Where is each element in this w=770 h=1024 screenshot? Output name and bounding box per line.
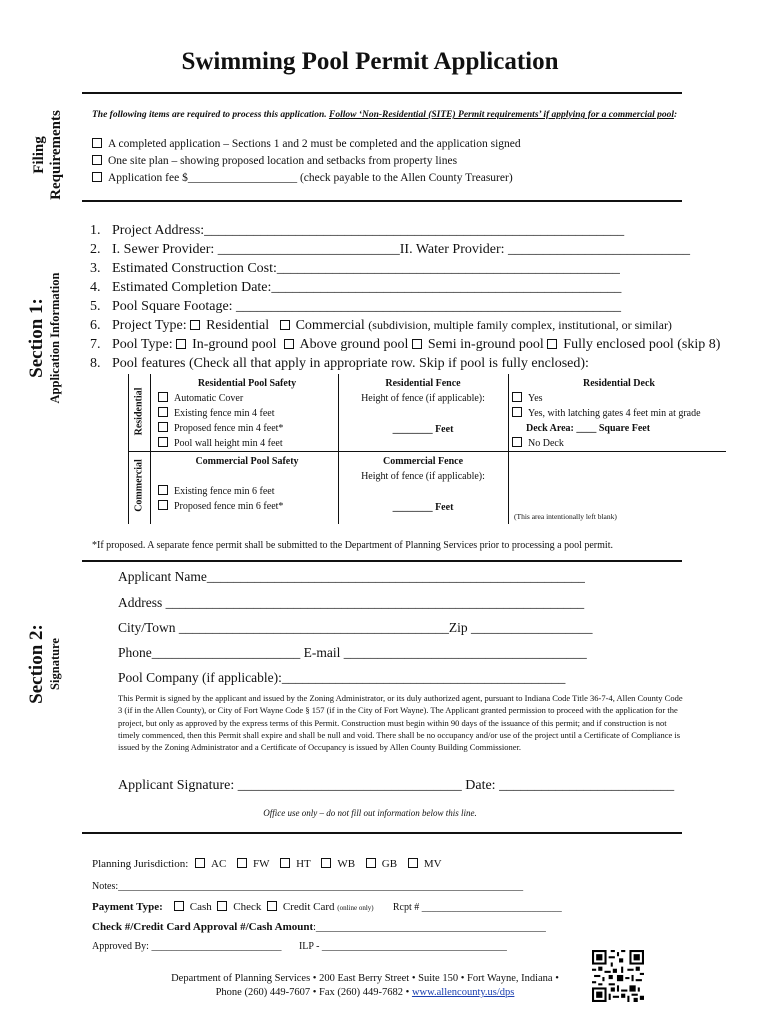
footer-address: Department of Planning Services • 200 East Berry Street • Suite 150 • Fort Wayne, Indiana • (171, 973, 559, 984)
features-grid (128, 374, 726, 524)
feature-option[interactable] (158, 436, 336, 451)
office-rule (82, 832, 682, 834)
q-number: 4. (90, 280, 101, 295)
q-number: 8. (90, 356, 101, 371)
q-number: 1. (90, 223, 101, 238)
section2-subtitle: Signature (48, 638, 62, 690)
option-commercial-note: (subdivision, multiple family complex, institutional, or similar) (368, 318, 672, 332)
q-number: 2. (90, 242, 101, 257)
commercial-fence-cell (340, 454, 506, 515)
q-pool-type (90, 337, 720, 353)
q-label: Pool Type: (112, 337, 173, 352)
checkbox-icon[interactable] (92, 155, 102, 165)
jurisdiction-option: GB (381, 858, 398, 870)
filing-item (92, 172, 513, 184)
checkbox-icon[interactable] (321, 858, 331, 868)
q-number: 7. (90, 337, 101, 352)
filing-side-label (8, 110, 88, 200)
filing-item-label: A completed application – Sections 1 and 2 must be completed and the application signed (108, 138, 521, 150)
phone-email-field[interactable]: Phone______________________ E-mail ____________________________________ (118, 645, 587, 660)
payment-option: Cash (189, 901, 212, 913)
checkbox-icon[interactable] (217, 901, 227, 911)
option-residential: Residential (206, 318, 270, 333)
jurisdiction-label: Planning Jurisdiction: (92, 858, 189, 870)
q-providers[interactable] (90, 242, 690, 258)
payment-option: Check (233, 901, 262, 913)
option-above-ground: Above ground pool (299, 337, 409, 352)
checkbox-icon[interactable] (280, 858, 290, 868)
q-label: Project Address:____________________________________________________________ (112, 223, 625, 238)
feature-label: Existing fence min 6 feet (174, 486, 275, 497)
section1-side-label (6, 272, 86, 404)
q-label: Pool Square Footage: _______________________________________________________ (112, 299, 622, 314)
feature-label: Existing fence min 4 feet (174, 408, 275, 419)
checkbox-icon[interactable] (158, 407, 168, 417)
section2-title: Section 2: (26, 624, 47, 704)
filing-item (92, 155, 457, 167)
checkbox-icon[interactable] (280, 320, 290, 330)
feature-label: Proposed fence min 4 feet* (174, 423, 284, 434)
feature-label: No Deck (528, 438, 564, 449)
filing-item (92, 138, 521, 150)
footer (140, 972, 590, 1000)
row-label-commercial: Commercial (133, 459, 145, 512)
filing-label-line1: Filing (31, 136, 47, 174)
feature-label: Pool wall height min 4 feet (174, 438, 283, 449)
filing-item-label: Application fee $___________________ (check payable to the Allen County Treasurer) (108, 172, 513, 184)
checkbox-icon[interactable] (158, 437, 168, 447)
commercial-safety-cell (158, 454, 336, 514)
feature-label: Yes, with latching gates 4 feet min at grade (528, 408, 701, 419)
commercial-fence-height-field[interactable]: ________ Feet (392, 502, 454, 513)
filing-top-rule (82, 92, 682, 94)
feature-option[interactable] (158, 406, 336, 421)
section1-subtitle: Application Information (48, 272, 62, 404)
payment-type-label: Payment Type: (92, 901, 163, 913)
filing-intro-colon: : (673, 110, 678, 120)
section2-top-rule (82, 560, 682, 562)
feature-option[interactable] (158, 499, 336, 514)
planning-jurisdiction (92, 858, 442, 870)
payment-card-note: (online only) (337, 904, 374, 912)
checkbox-icon[interactable] (237, 858, 247, 868)
q-label: Project Type: (112, 318, 187, 333)
feature-label: Automatic Cover (174, 393, 244, 404)
option-commercial: Commercial (295, 318, 365, 333)
option-inground: In-ground pool (192, 337, 277, 352)
checkbox-icon[interactable] (408, 858, 418, 868)
qr-code-icon (592, 950, 644, 1002)
feature-label: Yes (528, 393, 543, 404)
filing-item-label: One site plan – showing proposed location and setbacks from property lines (108, 155, 458, 167)
fence-permit-note: *If proposed. A separate fence permit shall be submitted to the Department of Planning Services prior to processing a pool permit. (92, 540, 613, 551)
payment-option: Credit Card (282, 901, 335, 913)
footer-contact (140, 986, 590, 1000)
jurisdiction-option: MV (423, 858, 442, 870)
residential-safety-cell (158, 376, 336, 451)
jurisdiction-option: WB (337, 858, 356, 870)
deck-area-field[interactable]: Deck Area: ____ Square Feet (526, 423, 651, 434)
feature-option[interactable] (512, 406, 726, 421)
q-number: 6. (90, 318, 101, 333)
residential-deck-cell (512, 376, 726, 451)
footer-phone-fax: Phone (260) 449-7607 • Fax (260) 449-7682 • (215, 987, 412, 998)
residential-deck-head: Residential Deck (583, 378, 655, 389)
q-project-type (90, 318, 672, 334)
page-title: Swimming Pool Permit Application (181, 48, 559, 75)
filing-intro (92, 110, 677, 120)
checkbox-icon[interactable] (412, 339, 422, 349)
checkbox-icon[interactable] (512, 392, 522, 402)
approval-line: :______________________________________________ (313, 922, 546, 933)
ilp-field[interactable]: ILP - _____________________________________ (298, 941, 507, 952)
q-label: Pool features (Check all that apply in appropriate row. Skip if pool is fully enclosed): (112, 356, 589, 371)
checkbox-icon[interactable] (284, 339, 294, 349)
water-provider-field[interactable]: II. Water Provider: __________________________ (399, 242, 691, 257)
residential-fence-cell (340, 376, 506, 437)
checkbox-icon[interactable] (158, 392, 168, 402)
q-construction-cost[interactable] (90, 261, 620, 277)
jurisdiction-option: AC (211, 858, 227, 870)
commercial-blank-note: (This area intentionally left blank) (514, 512, 617, 521)
filing-intro-text: The following items are required to process this application. (92, 110, 329, 120)
jurisdiction-option: FW (253, 858, 270, 870)
checkbox-icon[interactable] (92, 172, 102, 182)
q-number: 5. (90, 299, 101, 314)
permit-terms: This Permit is signed by the applicant and issued by the Zoning Administrator, or its duly authorized agent, pursuant to Indiana Code Title 36-7-4, Allen County Code 3 (if in the Allen County), or City of Fort Wayne Code § 157 (if in the City of Fort Wayne). The Applicant granted permission to proceed with the application for the project, but only as approved by the express terms of this Permit. Construction must begin within 90 days of the issuance of this permit; and if construction is not timely commenced, then this Permit shall expire and shall be null and void. There shall be no occupancy and/or use of the project until a Certificate of Compliance is issued by the Zoning Administrator and a Certificate of Occupancy is issued by Allen County Building Commissioner. (118, 693, 683, 753)
residential-safety-head: Residential Pool Safety (197, 378, 297, 389)
applicant-name-field[interactable]: Applicant Name________________________________________________________ (118, 569, 585, 584)
signature-date-field[interactable]: Applicant Signature: ________________________________ Date: _________________________ (118, 778, 675, 793)
feature-option[interactable] (158, 484, 336, 499)
q-project-address[interactable] (90, 223, 624, 239)
approved-by-row (92, 941, 507, 952)
checkbox-icon[interactable] (512, 437, 522, 447)
section1-title: Section 1: (26, 298, 47, 378)
address-field[interactable]: Address ______________________________________________________________ (118, 595, 585, 610)
q-pool-features (90, 356, 589, 372)
checkbox-icon[interactable] (512, 407, 522, 417)
office-use-notice: Office use only – do not fill out information below this line. (263, 808, 477, 818)
row-label-residential: Residential (133, 387, 145, 436)
checkbox-icon[interactable] (190, 320, 200, 330)
q-label: Estimated Completion Date:__________________________________________________ (112, 280, 622, 295)
option-fully-enclosed: Fully enclosed pool (skip 8) (563, 337, 721, 352)
q-label: Estimated Construction Cost:_________________________________________________ (112, 261, 620, 276)
sewer-provider-field[interactable]: I. Sewer Provider: __________________________ (112, 242, 400, 257)
checkbox-icon[interactable] (366, 858, 376, 868)
checkbox-icon[interactable] (547, 339, 557, 349)
filing-label-line2: Requirements (48, 110, 64, 200)
pool-company-field[interactable]: Pool Company (if applicable):__________________________________________ (118, 670, 566, 685)
q-number: 3. (90, 261, 101, 276)
commercial-fence-head: Commercial Fence (382, 456, 464, 467)
q-square-footage[interactable] (90, 299, 621, 315)
checkbox-icon[interactable] (158, 422, 168, 432)
approval-field[interactable] (92, 921, 546, 933)
receipt-field[interactable]: Rcpt # ____________________________ (392, 902, 562, 913)
commercial-fence-sub: Height of fence (if applicable): (361, 471, 485, 482)
approved-by-field[interactable]: Approved By: __________________________ (92, 941, 282, 952)
checkbox-icon[interactable] (176, 339, 186, 349)
checkbox-icon[interactable] (92, 138, 102, 148)
feature-option[interactable] (512, 436, 726, 451)
checkbox-icon[interactable] (158, 500, 168, 510)
feature-label: Proposed fence min 6 feet* (174, 501, 284, 512)
feature-option[interactable] (158, 421, 336, 436)
website-link[interactable]: www.allencounty.us/dps (411, 987, 515, 998)
filing-bottom-rule (82, 200, 682, 202)
residential-fence-head: Residential Fence (385, 378, 461, 389)
filing-intro-link: Follow ‘Non-Residential (SITE) Permit requirements’ if applying for a commercial pool (328, 110, 674, 120)
jurisdiction-option: HT (296, 858, 311, 870)
checkbox-icon[interactable] (158, 485, 168, 495)
residential-fence-height-field[interactable]: ________ Feet (392, 424, 454, 435)
notes-field[interactable]: Notes:_________________________________________________________________________________ (92, 881, 524, 892)
commercial-safety-head: Commercial Pool Safety (195, 456, 299, 467)
checkbox-icon[interactable] (267, 901, 277, 911)
residential-fence-sub: Height of fence (if applicable): (361, 393, 485, 404)
approval-label: Check #/Credit Card Approval #/Cash Amount (92, 921, 314, 933)
option-semi-inground: Semi in-ground pool (427, 337, 544, 352)
checkbox-icon[interactable] (174, 901, 184, 911)
q-completion-date[interactable] (90, 280, 621, 296)
feature-option[interactable] (512, 391, 726, 406)
feature-option[interactable] (158, 391, 336, 406)
section2-side-label (6, 610, 86, 704)
city-zip-field[interactable]: City/Town ________________________________________Zip __________________ (118, 620, 593, 635)
checkbox-icon[interactable] (195, 858, 205, 868)
payment-type (92, 901, 562, 913)
